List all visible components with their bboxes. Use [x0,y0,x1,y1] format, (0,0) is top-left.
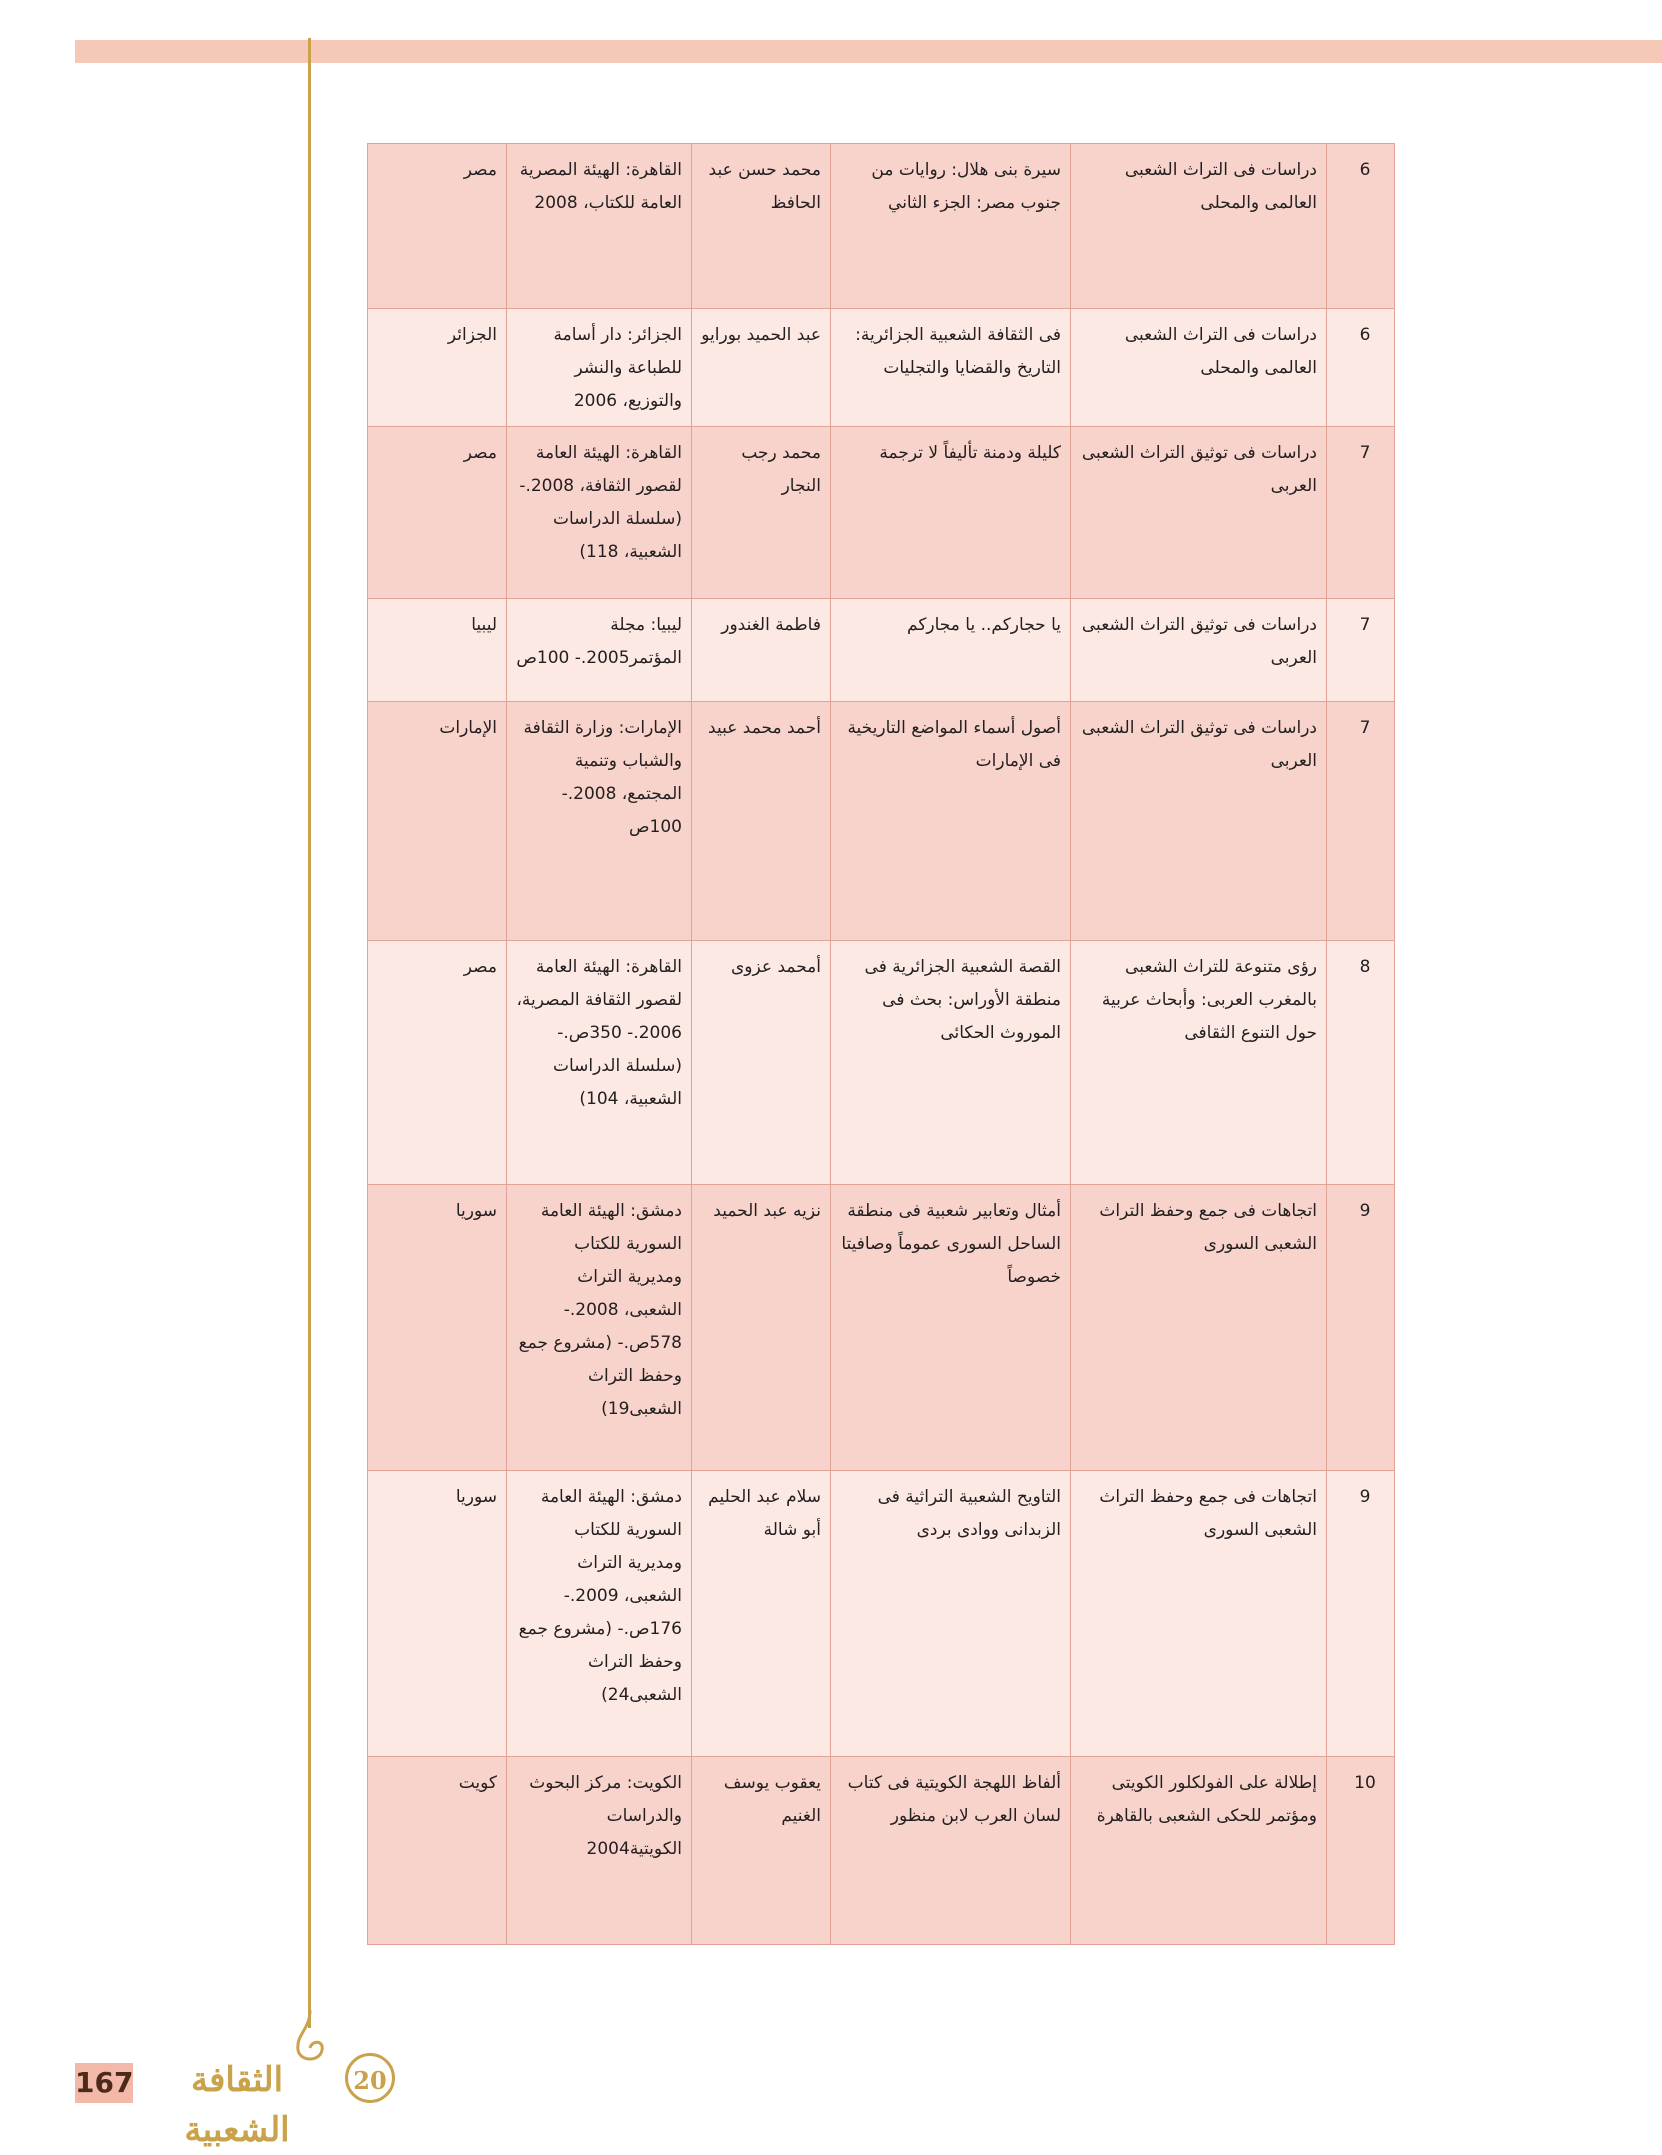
table-row [368,144,1395,309]
cell-number: 7 [1327,702,1395,941]
cell-author: نزيه عبد الحميد [692,1185,831,1471]
cell-publisher: القاهرة: الهيئة العامة لقصور الثقافة المصرية، 2006.- 350ص.- (سلسلة الدراسات الشعبية، 104) [507,941,692,1185]
cell-publisher: القاهرة: الهيئة العامة لقصور الثقافة، 2008.- (سلسلة الدراسات الشعبية، 118) [507,427,692,599]
cell-title: يا حجاركم.. يا مجاركم [831,599,1071,702]
table-row [368,1757,1395,1945]
cell-title: أمثال وتعابير شعبية فى منطقة الساحل السورى عموماً وصافيتا خصوصاً [831,1185,1071,1471]
cell-number: 9 [1327,1185,1395,1471]
cell-section: دراسات فى توثيق التراث الشعبى العربى [1071,702,1327,941]
cell-title: فى الثقافة الشعبية الجزائرية: التاريخ والقضايا والتجليات [831,309,1071,427]
cell-section: دراسات فى توثيق التراث الشعبى العربى [1071,427,1327,599]
cell-country: الإمارات [368,702,507,941]
cell-country: سوريا [368,1471,507,1757]
table-row [368,702,1395,941]
cell-author: أحمد محمد عبيد [692,702,831,941]
cell-country: مصر [368,144,507,309]
table-row [368,1185,1395,1471]
cell-number: 10 [1327,1757,1395,1945]
cell-section: دراسات فى التراث الشعبى العالمى والمحلى [1071,309,1327,427]
top-color-band [75,40,1662,63]
cell-publisher: دمشق: الهيئة العامة السورية للكتاب ومديرية التراث الشعبى، 2009.- 176ص.- (مشروع جمع وحفظ التراث الشعبى24) [507,1471,692,1757]
cell-publisher: الجزائر: دار أسامة للطباعة والنشر والتوزيع، 2006 [507,309,692,427]
cell-title: ألفاظ اللهجة الكويتية فى كتاب لسان العرب لابن منظور [831,1757,1071,1945]
cell-number: 9 [1327,1471,1395,1757]
page-footer [75,2045,435,2150]
cell-country: ليبيا [368,599,507,702]
table-row [368,1471,1395,1757]
cell-section: رؤى متنوعة للتراث الشعبى بالمغرب العربى: وأبحاث عربية حول التنوع الثقافى [1071,941,1327,1185]
cell-section: إطلالة على الفولكلور الكويتى ومؤتمر للحكى الشعبى بالقاهرة [1071,1757,1327,1945]
cell-number: 7 [1327,427,1395,599]
cell-publisher: الكويت: مركز البحوث والدراسات الكويتية2004 [507,1757,692,1945]
cell-publisher: القاهرة: الهيئة المصرية العامة للكتاب، 2008 [507,144,692,309]
cell-author: أمحمد عزوى [692,941,831,1185]
cell-section: اتجاهات فى جمع وحفظ التراث الشعبى السورى [1071,1185,1327,1471]
cell-title: سيرة بنى هلال: روايات من جنوب مصر: الجزء الثاني [831,144,1071,309]
cell-title: التاويح الشعبية التراثية فى الزبدانى ووادى بردى [831,1471,1071,1757]
cell-publisher: دمشق: الهيئة العامة السورية للكتاب ومديرية التراث الشعبى، 2008.- 578ص.- (مشروع جمع وحفظ التراث الشعبى19) [507,1185,692,1471]
table-row [368,941,1395,1185]
cell-author: عبد الحميد بورايو [692,309,831,427]
issue-number: 20 [345,2053,395,2103]
cell-section: اتجاهات فى جمع وحفظ التراث الشعبى السورى [1071,1471,1327,1757]
cell-title: كليلة ودمنة تأليفاً لا ترجمة [831,427,1071,599]
magazine-title: الثقافة الشعبية [184,2060,290,2150]
cell-author: فاطمة الغندور [692,599,831,702]
cell-author: سلام عبد الحليم أبو شالة [692,1471,831,1757]
table-row [368,427,1395,599]
page-number: 167 [75,2063,133,2103]
cell-number: 7 [1327,599,1395,702]
table-row [368,309,1395,427]
cell-author: محمد حسن عبد الحافظ [692,144,831,309]
cell-section: دراسات فى التراث الشعبى العالمى والمحلى [1071,144,1327,309]
cell-country: الجزائر [368,309,507,427]
cell-country: سوريا [368,1185,507,1471]
cell-publisher: ليبيا: مجلة المؤتمر2005.- 100ص [507,599,692,702]
cell-country: كويت [368,1757,507,1945]
cell-author: محمد رجب النجار [692,427,831,599]
cell-author: يعقوب يوسف الغنيم [692,1757,831,1945]
cell-title: أصول أسماء المواضع التاريخية فى الإمارات [831,702,1071,941]
cell-section: دراسات فى توثيق التراث الشعبى العربى [1071,599,1327,702]
bibliography-table [367,143,1395,1945]
cell-country: مصر [368,427,507,599]
cell-number: 6 [1327,144,1395,309]
cell-publisher: الإمارات: وزارة الثقافة والشباب وتنمية المجتمع، 2008.- 100ص [507,702,692,941]
table-row [368,599,1395,702]
cell-country: مصر [368,941,507,1185]
cell-number: 8 [1327,941,1395,1185]
cell-title: القصة الشعبية الجزائرية فى منطقة الأوراس: بحث فى الموروث الحكائى [831,941,1071,1185]
cell-number: 6 [1327,309,1395,427]
gold-margin-line [308,38,311,2028]
